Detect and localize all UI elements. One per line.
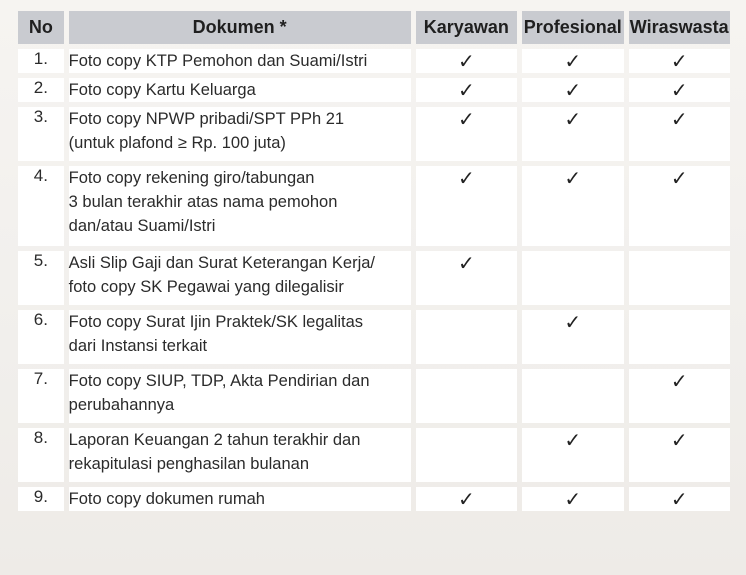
checkmark-icon: ✓	[457, 487, 475, 511]
check-profesional	[522, 310, 623, 364]
check-wiraswasta	[629, 251, 731, 305]
description-line: Foto copy Kartu Keluarga	[68, 81, 256, 99]
check-karyawan	[416, 78, 517, 102]
checkmark-icon: ✓	[564, 487, 582, 511]
header-karyawan: Karyawan	[416, 11, 517, 44]
check-karyawan	[416, 487, 517, 511]
document-description	[69, 166, 411, 246]
check-karyawan	[416, 428, 517, 482]
check-profesional	[522, 369, 623, 423]
description-line: 3 bulan terakhir atas nama pemohon	[68, 193, 338, 211]
checkmark-icon: ✓	[457, 166, 475, 190]
table-row	[18, 369, 730, 423]
row-number: 1.	[18, 49, 64, 73]
checkmark-icon: ✓	[457, 251, 475, 275]
check-wiraswasta	[629, 107, 731, 161]
header-no: No	[18, 11, 64, 44]
description-line: rekapitulasi penghasilan bulanan	[68, 455, 310, 473]
table-row	[18, 428, 730, 482]
description-line: Foto copy KTP Pemohon dan Suami/Istri	[68, 52, 368, 70]
description-line: (untuk plafond ≥ Rp. 100 juta)	[68, 134, 286, 152]
row-number: 4.	[18, 166, 64, 246]
table-row	[18, 78, 730, 102]
description-line: Foto copy rekening giro/tabungan	[68, 169, 315, 187]
description-line: Foto copy NPWP pribadi/SPT PPh 21	[68, 110, 345, 128]
requirements-table	[13, 6, 735, 516]
check-wiraswasta	[629, 166, 731, 246]
checkmark-icon: ✓	[564, 310, 582, 334]
checkmark-icon: ✓	[564, 78, 582, 102]
check-wiraswasta	[629, 487, 731, 511]
check-karyawan	[416, 49, 517, 73]
checkmark-icon: ✓	[670, 78, 688, 102]
document-description	[69, 369, 411, 423]
header-dokumen: Dokumen *	[69, 11, 411, 44]
check-profesional	[522, 49, 623, 73]
check-karyawan	[416, 166, 517, 246]
checkmark-icon: ✓	[457, 78, 475, 102]
row-number: 8.	[18, 428, 64, 482]
check-profesional	[522, 251, 623, 305]
check-karyawan	[416, 107, 517, 161]
description-line: dari Instansi terkait	[68, 337, 208, 355]
check-karyawan	[416, 310, 517, 364]
checkmark-icon: ✓	[564, 49, 582, 73]
row-number: 6.	[18, 310, 64, 364]
document-description	[69, 310, 411, 364]
header-profesional: Profesional	[522, 11, 623, 44]
table-row	[18, 49, 730, 73]
checkmark-icon: ✓	[457, 49, 475, 73]
document-description	[69, 251, 411, 305]
table-row	[18, 166, 730, 246]
checkmark-icon: ✓	[564, 428, 582, 452]
row-number: 7.	[18, 369, 64, 423]
check-karyawan	[416, 369, 517, 423]
description-line: Foto copy Surat Ijin Praktek/SK legalitas	[68, 313, 364, 331]
check-wiraswasta	[629, 310, 731, 364]
table-row	[18, 310, 730, 364]
check-profesional	[522, 428, 623, 482]
check-wiraswasta	[629, 428, 731, 482]
checkmark-icon: ✓	[564, 166, 582, 190]
document-description	[69, 107, 411, 161]
checkmark-icon: ✓	[670, 428, 688, 452]
document-description	[69, 49, 411, 73]
description-line: dan/atau Suami/Istri	[68, 217, 216, 235]
table-row	[18, 251, 730, 305]
check-karyawan	[416, 251, 517, 305]
checkmark-icon: ✓	[670, 49, 688, 73]
check-wiraswasta	[629, 49, 731, 73]
checkmark-icon: ✓	[670, 107, 688, 131]
row-number: 3.	[18, 107, 64, 161]
document-description	[69, 487, 411, 511]
description-line: Foto copy SIUP, TDP, Akta Pendirian dan	[68, 372, 370, 390]
check-wiraswasta	[629, 369, 731, 423]
document-description	[69, 428, 411, 482]
table-row	[18, 107, 730, 161]
checkmark-icon: ✓	[670, 487, 688, 511]
description-line: Foto copy dokumen rumah	[68, 490, 265, 508]
description-line: foto copy SK Pegawai yang dilegalisir	[68, 278, 344, 296]
row-number: 2.	[18, 78, 64, 102]
table-header-row	[18, 11, 730, 44]
check-wiraswasta	[629, 78, 731, 102]
check-profesional	[522, 487, 623, 511]
description-line: Laporan Keuangan 2 tahun terakhir dan	[68, 431, 361, 449]
checkmark-icon: ✓	[457, 107, 475, 131]
check-profesional	[522, 166, 623, 246]
check-profesional	[522, 78, 623, 102]
row-number: 5.	[18, 251, 64, 305]
checkmark-icon: ✓	[564, 107, 582, 131]
description-line: perubahannya	[68, 396, 175, 414]
header-wiraswasta: Wiraswasta	[629, 11, 731, 44]
row-number: 9.	[18, 487, 64, 511]
check-profesional	[522, 107, 623, 161]
checkmark-icon: ✓	[670, 369, 688, 393]
checkmark-icon: ✓	[670, 166, 688, 190]
table-row	[18, 487, 730, 511]
document-description	[69, 78, 411, 102]
description-line: Asli Slip Gaji dan Surat Keterangan Kerja/	[68, 254, 375, 272]
